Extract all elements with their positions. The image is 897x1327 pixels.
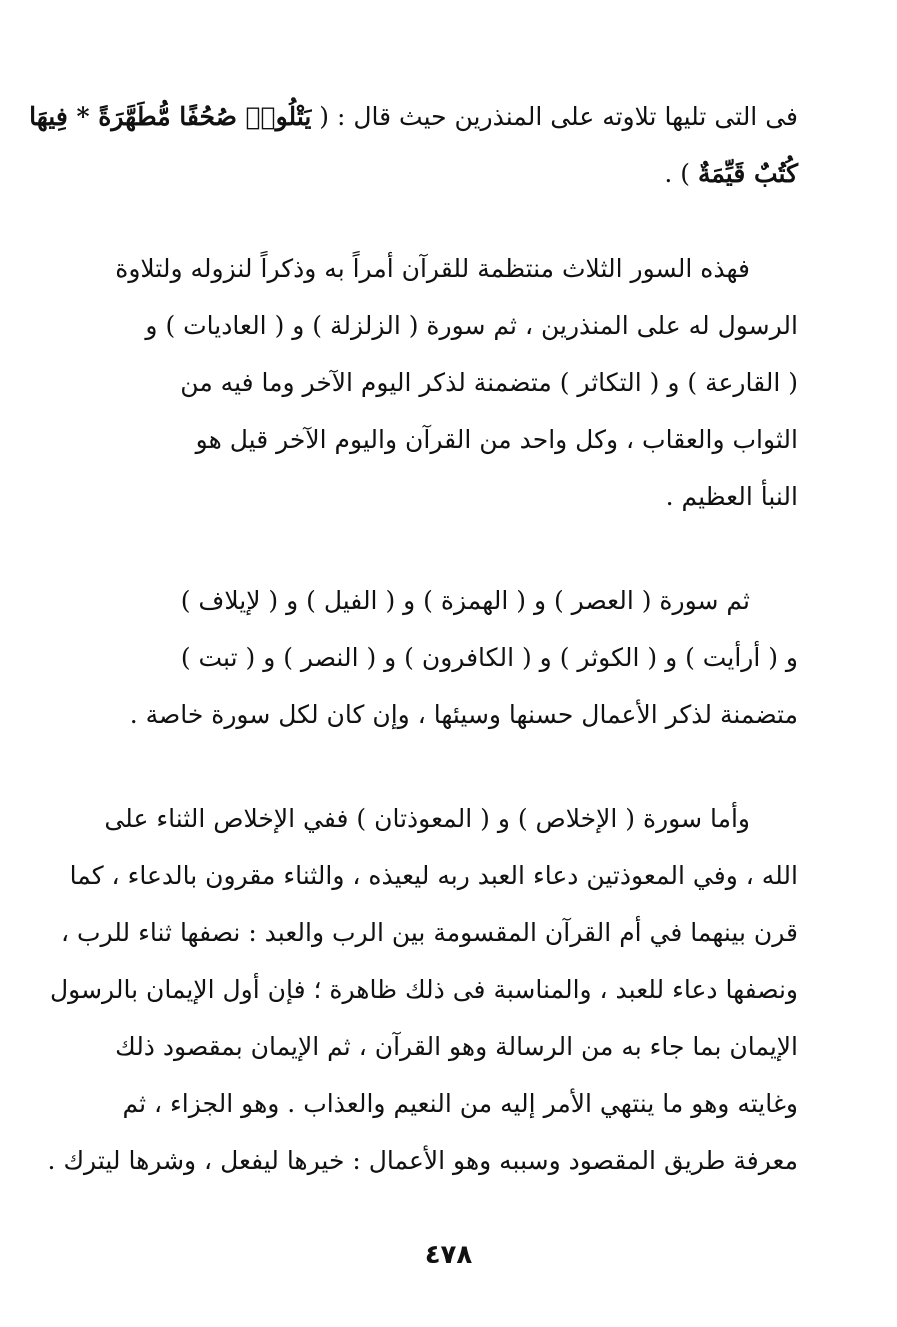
quran-verse: يَتْلُوا۟ صُحُفًا مُّطَهَّرَةً * فِيهَا xyxy=(29,102,312,131)
text-line: ونصفها دعاء للعبد ، والمناسبة فى ذلك ظاهرة ؛ فإن أول الإيمان بالرسول xyxy=(50,975,798,1004)
text-line: الرسول له على المنذرين ، ثم سورة ( الزلزلة ) و ( العاديات ) و xyxy=(145,311,798,340)
text-line xyxy=(76,145,798,202)
page-number: ٤٧٨ xyxy=(424,1240,473,1270)
paragraph-3 xyxy=(76,572,798,743)
text-line: الثواب والعقاب ، وكل واحد من القرآن واليوم الآخر قيل هو xyxy=(195,425,798,454)
text-line: الله ، وفي المعوذتين دعاء العبد ربه ليعيذه ، والثناء مقرون بالدعاء ، كما xyxy=(69,861,798,890)
text-line: و ( أرأيت ) و ( الكوثر ) و ( الكافرون ) و ( النصر ) و ( تبت ) xyxy=(180,643,798,672)
quran-verse: كُتُبٌ قَيِّمَةٌ xyxy=(697,159,798,188)
text-line: فهذه السور الثلاث منتظمة للقرآن أمراً به وذكراً لنزوله ولتلاوة xyxy=(115,254,750,283)
text-line: النبأ العظيم . xyxy=(665,482,798,511)
text-line: معرفة طريق المقصود وسببه وهو الأعمال : خيرها ليفعل ، وشرها ليترك . xyxy=(47,1146,798,1175)
text-segment: ) . xyxy=(664,159,690,188)
text-line: وأما سورة ( الإخلاص ) و ( المعوذتان ) ففي الإخلاص الثناء على xyxy=(104,804,750,833)
text-line: الإيمان بما جاء به من الرسالة وهو القرآن ، ثم الإيمان بمقصود ذلك xyxy=(115,1032,798,1061)
text-segment: فى التى تليها تلاوته على المنذرين حيث قال : ( xyxy=(319,102,798,131)
text-line: وغايته وهو ما ينتهي الأمر إليه من النعيم والعذاب . وهو الجزاء ، ثم xyxy=(122,1089,798,1118)
paragraph-1 xyxy=(29,88,798,202)
text-line xyxy=(29,88,798,145)
text-line: قرن بينهما في أم القرآن المقسومة بين الرب والعبد : نصفها ثناء للرب ، xyxy=(60,918,798,947)
paragraph-2 xyxy=(76,240,798,525)
paragraph-4 xyxy=(47,790,798,1189)
text-line: ثم سورة ( العصر ) و ( الهمزة ) و ( الفيل ) و ( لإيلاف ) xyxy=(180,586,750,615)
text-line: ( القارعة ) و ( التكاثر ) متضمنة لذكر اليوم الآخر وما فيه من xyxy=(180,368,798,397)
text-line: متضمنة لذكر الأعمال حسنها وسيئها ، وإن كان لكل سورة خاصة . xyxy=(129,700,798,729)
